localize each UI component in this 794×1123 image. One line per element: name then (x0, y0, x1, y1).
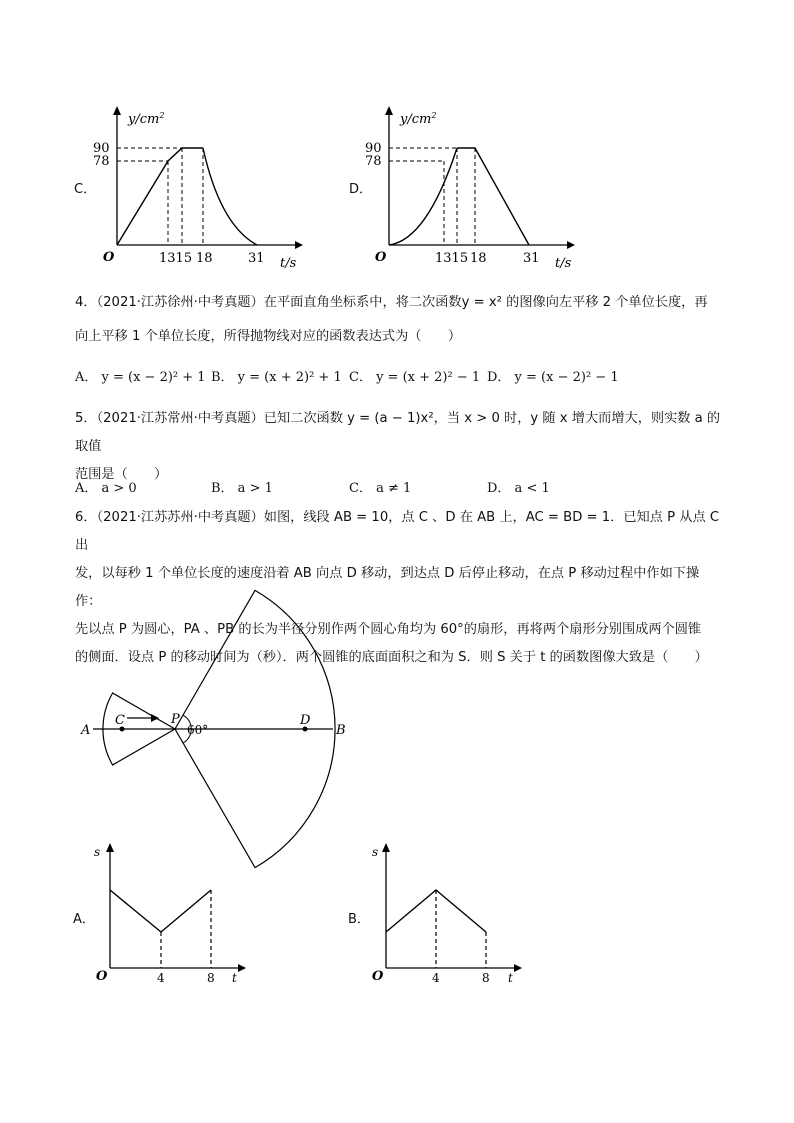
x-tick-18: 18 (470, 251, 487, 266)
x-tick-4: 4 (157, 971, 165, 985)
point-d-label: D (300, 713, 311, 728)
q4-option-d[interactable]: D． y = (x − 2)² − 1 (487, 370, 619, 385)
y-axis-label-text: y/cm (400, 112, 432, 127)
q4-option-b[interactable]: B． y = (x + 2)² + 1 (211, 370, 342, 385)
x-tick-8: 8 (207, 971, 215, 985)
question-4-line-2: 向上平移 1 个单位长度，所得抛物线对应的函数表达式为（ ） (75, 329, 462, 344)
option-c-label: C． (74, 182, 97, 197)
graph-option-d (367, 95, 597, 275)
question-6-line-2: 发，以每秒 1 个单位长度的速度沿着 AB 向点 D 移动，到达点 D 后停止移动，在点 P 移动过程中作如下操作： (75, 566, 700, 609)
question-5-line-2: 范围是（ ） (75, 467, 168, 482)
x-tick-18: 18 (196, 251, 213, 266)
y-axis-label-sup: 2 (159, 111, 165, 120)
option-d-label: D． (349, 182, 373, 197)
point-a-label: A (81, 723, 91, 738)
y-axis-label (127, 111, 164, 127)
graph-option-b (366, 840, 536, 990)
question-6-line-3: 先以点 P 为圆心，PA 、PB 的长为半径分别作两个圆心角均为 60°的扇形，再将两个扇形分别围成两个圆锥 (75, 622, 702, 637)
graph-option-c (95, 95, 325, 275)
q4-option-c[interactable]: C． y = (x + 2)² − 1 (349, 370, 481, 385)
x-tick-1315: 1315 (435, 251, 469, 266)
y-axis-label: s (94, 845, 101, 859)
y-tick-90: 90 (365, 141, 382, 156)
x-tick-8: 8 (482, 971, 490, 985)
angle-label: 60° (187, 723, 209, 737)
option-b-label: B． (348, 912, 370, 927)
y-tick-78: 78 (93, 154, 110, 169)
question-4 (75, 289, 721, 351)
origin-label: O (103, 250, 115, 265)
y-tick-90: 90 (93, 141, 110, 156)
q4-option-a[interactable]: A． y = (x − 2)² + 1 (75, 370, 206, 385)
point-b-label: B (336, 723, 346, 738)
x-tick-31: 31 (523, 251, 540, 266)
point-c-label: C (115, 713, 125, 728)
question-5-line-1: 5．（2021·江苏常州·中考真题）已知二次函数 y = (a − 1)x²，当 x > 0 时，y 随 x 增大而增大，则实数 a 的取值 (75, 411, 721, 454)
question-4-line-1: 4．（2021·江苏徐州·中考真题）在平面直角坐标系中，将二次函数y = x² 的图像向左平移 2 个单位长度，再 (75, 295, 708, 310)
point-p-label: P (171, 712, 180, 727)
y-axis-label-text: y/cm (128, 112, 160, 127)
y-axis-label (399, 111, 436, 127)
q5-option-b[interactable]: B． a > 1 (211, 481, 273, 496)
y-tick-78: 78 (365, 154, 382, 169)
y-axis-label-sup: 2 (431, 111, 437, 120)
option-a-label: A． (73, 912, 95, 927)
x-tick-31: 31 (248, 251, 265, 266)
x-axis-label: t/s (280, 256, 297, 271)
q5-option-d[interactable]: D． a < 1 (487, 481, 550, 496)
origin-label: O (375, 250, 387, 265)
question-4-options (75, 366, 721, 386)
sector-figure (75, 628, 375, 828)
q5-option-a[interactable]: A． a > 0 (75, 481, 137, 496)
x-axis-label: t/s (555, 256, 572, 271)
question-6-line-4: 的侧面．设点 P 的移动时间为（秒）．两个圆锥的底面面积之和为 S．则 S 关于 t 的函数图像大致是（ ） (75, 650, 708, 665)
origin-label: O (96, 969, 108, 984)
x-axis-label: t (232, 971, 237, 985)
origin-label: O (372, 969, 384, 984)
q5-option-c[interactable]: C． a ≠ 1 (349, 481, 412, 496)
x-tick-4: 4 (432, 971, 440, 985)
y-axis-label: s (372, 845, 379, 859)
graph-option-a (90, 840, 260, 990)
x-tick-1315: 1315 (159, 251, 193, 266)
question-6-line-1: 6．（2021·江苏苏州·中考真题）如图，线段 AB = 10，点 C 、D 在 AB 上，AC = BD = 1．已知点 P 从点 C 出 (75, 510, 720, 553)
x-axis-label: t (508, 971, 513, 985)
question-5-options (75, 477, 721, 497)
